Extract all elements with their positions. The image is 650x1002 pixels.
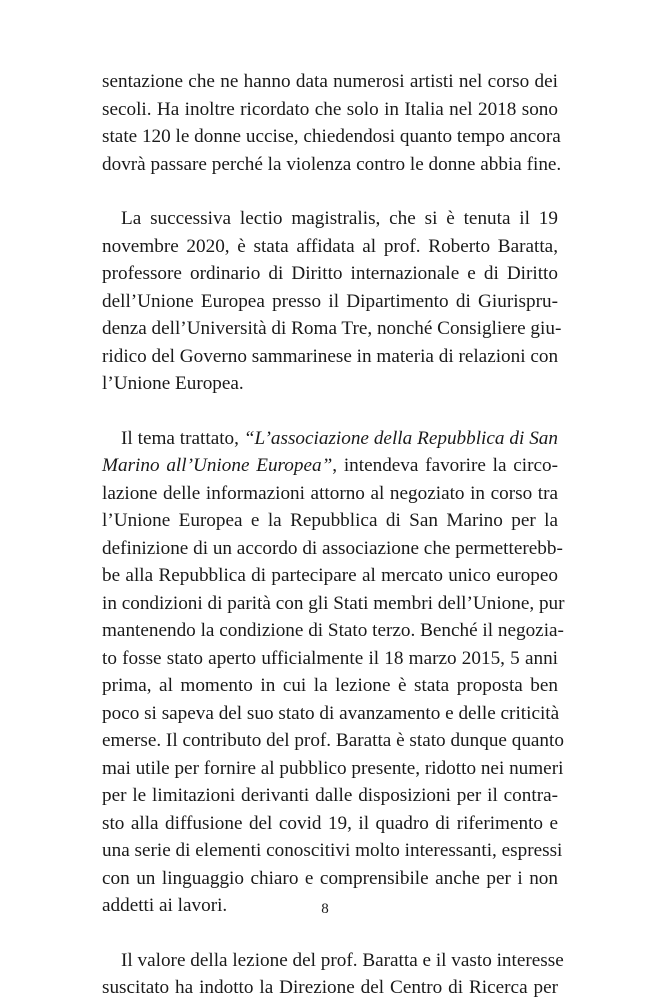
text-line: denza dell’Università di Roma Tre, nonché Consigliere giu- xyxy=(102,318,562,339)
paragraph-3 xyxy=(102,425,565,920)
text-line: dell’Unione Europea presso il Dipartimento di Giurispru- xyxy=(102,290,558,312)
text-line: secoli. Ha inoltre ricordato che solo in Italia nel 2018 sono xyxy=(102,98,558,120)
text-line: una serie di elementi conoscitivi molto interessanti, espressi xyxy=(102,840,563,861)
text-line: Il valore della lezione del prof. Baratta e il vasto interesse xyxy=(121,949,564,971)
text-line: in condizioni di parità con gli Stati membri dell’Unione, pur xyxy=(102,592,565,614)
text-line: per le limitazioni derivanti dalle disposizioni per il contra- xyxy=(102,785,558,806)
text-line: novembre 2020, è stata affidata al prof. Roberto Baratta, xyxy=(102,235,558,257)
text-line: sentazione che ne hanno data numerosi artisti nel corso dei xyxy=(102,71,558,92)
text-line: dovrà passare perché la violenza contro le donne abbia fine. xyxy=(102,153,562,175)
text-line: l’Unione Europea e la Repubblica di San Marino per la xyxy=(102,510,558,531)
text-line: lazione delle informazioni attorno al negoziato in corso tra xyxy=(102,482,558,504)
text-line xyxy=(102,425,558,453)
paragraph-1 xyxy=(102,68,562,178)
text-line: suscitato ha indotto la Direzione del Centro di Ricerca per xyxy=(102,977,558,998)
article-title: “L’associazione della Repubblica di San xyxy=(243,427,558,449)
text-line: La successiva lectio magistralis, che si è tenuta il 19 xyxy=(121,208,558,229)
article-title-continued: Marino all’Unione Europea” xyxy=(102,455,333,476)
text-line: state 120 le donne uccise, chiedendosi quanto tempo ancora xyxy=(102,126,561,147)
page-number: 8 xyxy=(321,901,329,917)
text-line: be alla Repubblica di partecipare al mercato unico europeo xyxy=(102,565,558,586)
text-line: definizione di un accordo di associazione che permetterebb- xyxy=(102,537,563,559)
text-line: to fosse stato aperto ufficialmente il 18 marzo 2015, 5 anni xyxy=(102,647,558,669)
paragraph-2 xyxy=(102,205,562,398)
text-line xyxy=(102,452,558,480)
body-text xyxy=(102,68,565,1002)
text-line: ridico del Governo sammarinese in materia di relazioni con xyxy=(102,345,559,367)
text-line: poco si sapeva del suo stato di avanzamento e delle criticità xyxy=(102,702,560,724)
text-run: Il tema trattato, xyxy=(121,427,244,449)
text-line: prima, al momento in cui la lezione è stata proposta ben xyxy=(102,675,558,696)
text-line: professore ordinario di Diritto internazionale e di Diritto xyxy=(102,263,558,284)
text-line: l’Unione Europea. xyxy=(102,373,244,394)
text-line: con un linguaggio chiaro e comprensibile anche per i non xyxy=(102,867,558,889)
text-line: emerse. Il contributo del prof. Baratta è stato dunque quanto xyxy=(102,730,564,751)
text-line: addetti ai lavori. xyxy=(102,895,228,916)
text-line: mantenendo la condizione di Stato terzo. Benché il negozia- xyxy=(102,620,564,641)
text-line: sto alla diffusione del covid 19, il quadro di riferimento e xyxy=(102,812,558,834)
text-line: mai utile per fornire al pubblico presente, ridotto nei numeri xyxy=(102,757,564,779)
text-run: , intendeva favorire la circo- xyxy=(332,455,559,476)
